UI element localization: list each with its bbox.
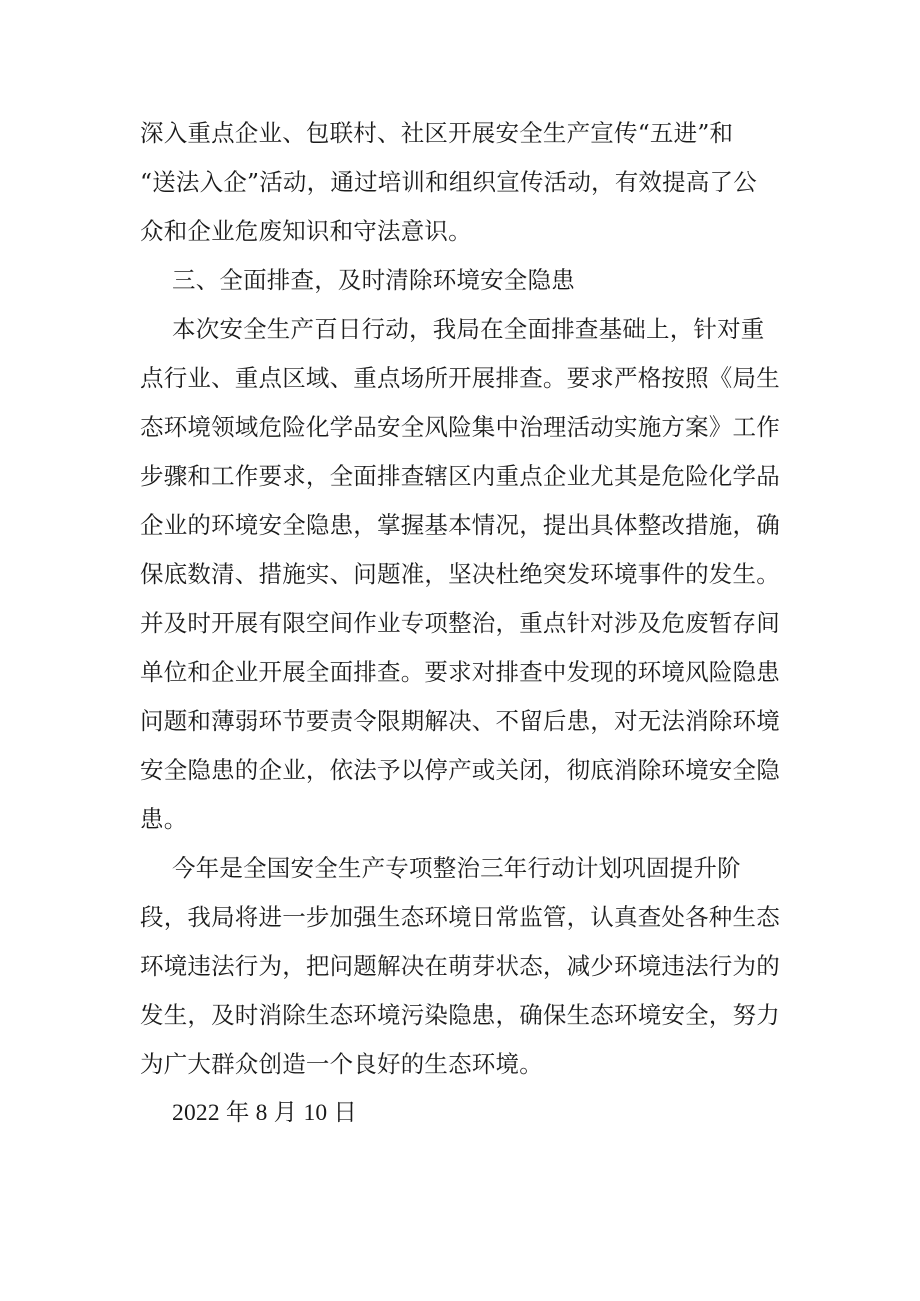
paragraph-line: 点行业、重点区域、重点场所开展排查。要求严格按照《局生 (140, 364, 780, 392)
section-heading: 三、全面排查，及时清除环境安全隐患 (172, 266, 575, 294)
paragraph-line: 众和企业危废知识和守法意识。 (140, 217, 472, 245)
paragraph-line: 单位和企业开展全面排查。要求对排查中发现的环境风险隐患 (140, 658, 780, 686)
paragraph-line: 患。 (140, 805, 188, 833)
paragraph-line: 今年是全国安全生产专项整治三年行动计划巩固提升阶 (172, 854, 741, 882)
paragraph-line: 安全隐患的企业，依法予以停产或关闭，彻底消除环境安全隐 (140, 756, 780, 784)
paragraph-line: 保底数清、措施实、问题准，坚决杜绝突发环境事件的发生。 (140, 560, 780, 588)
paragraph-line: 段，我局将进一步加强生态环境日常监管，认真查处各种生态 (140, 903, 780, 931)
paragraph-line: 态环境领域危险化学品安全风险集中治理活动实施方案》工作 (140, 413, 780, 441)
paragraph-line: 为广大群众创造一个良好的生态环境。 (140, 1050, 543, 1078)
paragraph-line: “送法入企”活动，通过培训和组织宣传活动，有效提高了公 (140, 168, 757, 196)
paragraph-line: 发生，及时消除生态环境污染隐患，确保生态环境安全，努力 (140, 1001, 780, 1029)
paragraph-line: 本次安全生产百日行动，我局在全面排查基础上，针对重 (172, 315, 765, 343)
paragraph-line: 环境违法行为，把问题解决在萌芽状态，减少环境违法行为的 (140, 952, 780, 980)
document-date: 2022 年 8 月 10 日 (172, 1100, 358, 1126)
paragraph-line: 企业的环境安全隐患，掌握基本情况，提出具体整改措施，确 (140, 511, 780, 539)
paragraph-line: 步骤和工作要求，全面排查辖区内重点企业尤其是危险化学品 (140, 462, 780, 490)
paragraph-line: 深入重点企业、包联村、社区开展安全生产宣传“五进”和 (140, 119, 734, 147)
paragraph-line: 问题和薄弱环节要责令限期解决、不留后患，对无法消除环境 (140, 707, 780, 735)
paragraph-line: 并及时开展有限空间作业专项整治，重点针对涉及危废暂存间 (140, 609, 780, 637)
